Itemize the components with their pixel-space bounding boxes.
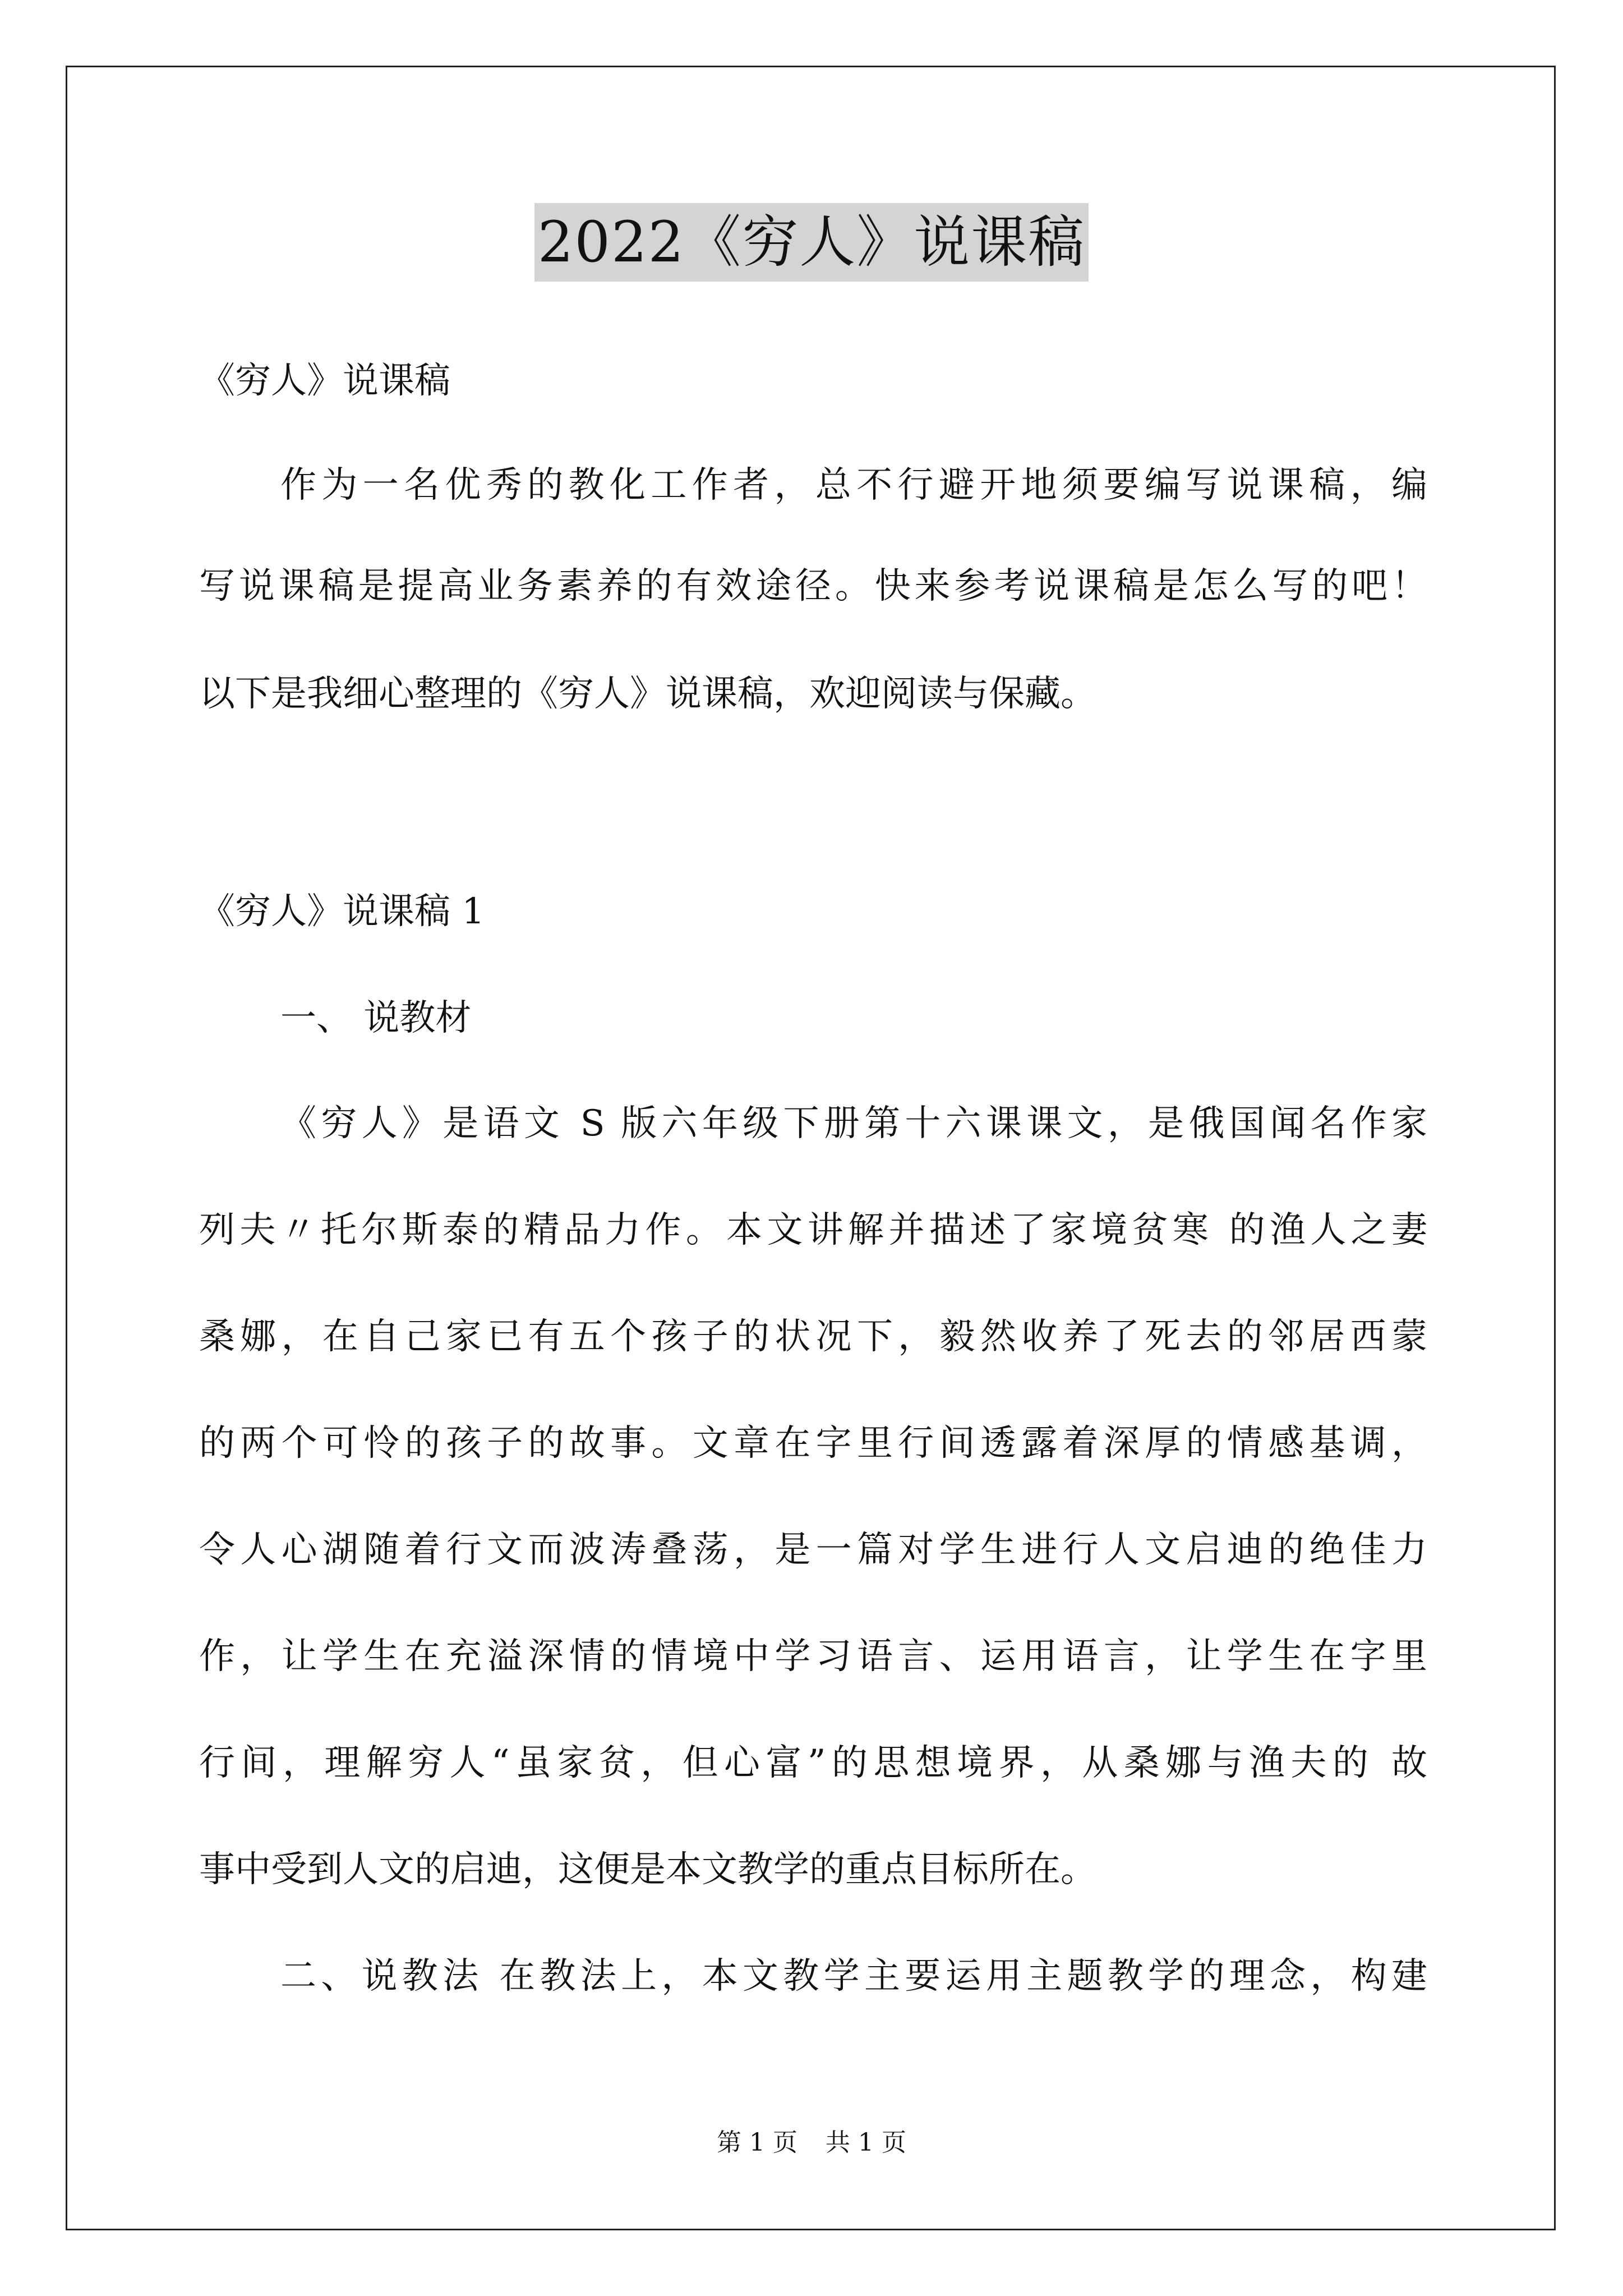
intro-line-1: 作为一名优秀的教化工作者，总不行避开地须要编写说课稿，编 — [280, 464, 1427, 506]
title-container — [0, 203, 1623, 282]
part1-line-8: 事中受到人文的启迪，这便是本文教学的重点目标所在。 — [199, 1849, 1096, 1890]
part1-line-6: 作，让学生在充溢深情的情境中学习语言、运用语言，让学生在字里 — [199, 1636, 1427, 1677]
page-total: 共 1 页 — [826, 2128, 906, 2157]
part1-line-5: 令人心湖随着行文而波涛叠荡，是一篇对学生进行人文启迪的绝佳力 — [199, 1529, 1427, 1571]
page-footer — [0, 2126, 1623, 2160]
intro-line-3: 以下是我细心整理的《穷人》说课稿，欢迎阅读与保藏。 — [199, 673, 1096, 715]
document-title: 2022《穷人》说课稿 — [534, 203, 1089, 282]
section-heading: 《穷人》说课稿 1 — [199, 891, 485, 932]
part2-line-1: 二、说教法 在教法上，本文教学主要运用主题教学的理念，构建 — [280, 1955, 1427, 1997]
part1-line-7: 行间，理解穷人“虽家贫，但心富”的思想境界，从桑娜与渔夫的 故 — [199, 1742, 1427, 1784]
intro-line-2: 写说课稿是提高业务素养的有效途径。快来参考说课稿是怎么写的吧！ — [199, 565, 1427, 607]
subtitle: 《穷人》说课稿 — [199, 360, 450, 402]
page-number: 第 1 页 — [717, 2128, 797, 2157]
part1-line-4: 的两个可怜的孩子的故事。文章在字里行间透露着深厚的情感基调， — [199, 1423, 1427, 1464]
part1-line-2: 列夫〃托尔斯泰的精品力作。本文讲解并描述了家境贫寒 的渔人之妻 — [199, 1209, 1427, 1251]
part1-line-3: 桑娜，在自己家已有五个孩子的状况下，毅然收养了死去的邻居西蒙 — [199, 1316, 1427, 1358]
part1-line-1: 《穷人》是语文 S 版六年级下册第十六课课文，是俄国闻名作家 — [280, 1103, 1427, 1144]
part1-heading: 一、 说教材 — [280, 997, 472, 1039]
